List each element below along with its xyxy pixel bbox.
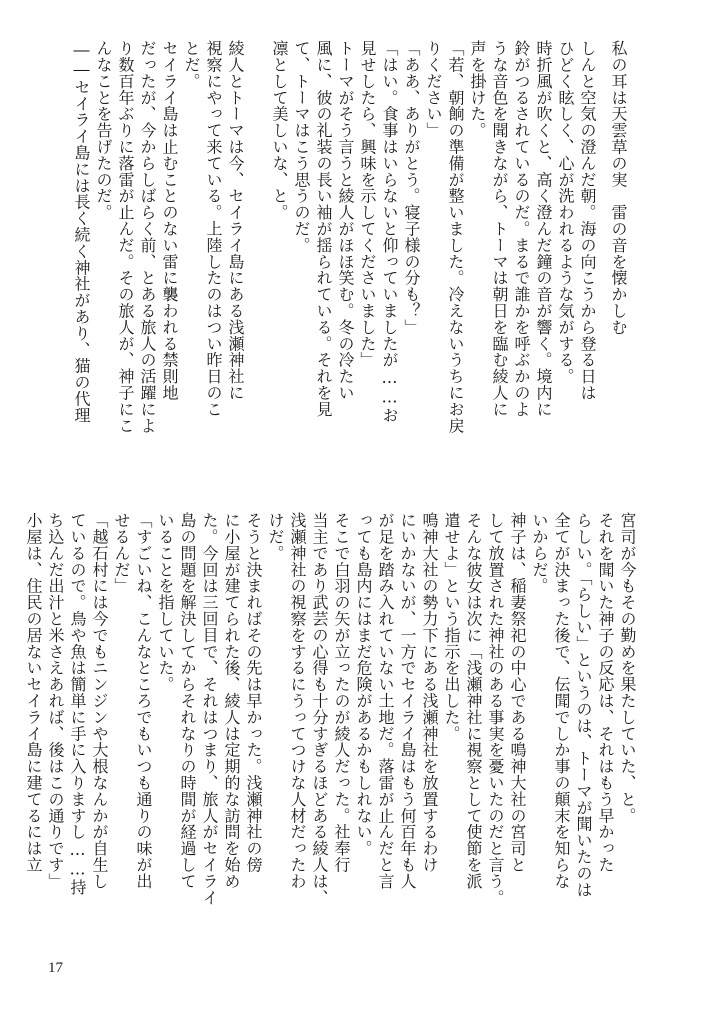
text-line: っても島内にはまだ危険があるかもしれない。 [354,512,373,857]
lower-text-block [22,512,638,952]
text-line: ひどく眩しく、心が洗われるような気がする。 [556,40,575,385]
text-line: 「越石村には今でもニンジンや大根なんかが自生し [90,512,109,890]
text-line: トーマがそう言うと綾人がほほ笑む。冬の冷たい [336,40,355,401]
text-line: けだ。 [266,512,285,562]
text-line: しんと空気の澄んだ朝。海の向こうから登る日は [578,40,597,401]
text-line: 遣せよ」という指示を出した。 [442,512,461,742]
text-line: せるんだ」 [112,512,131,594]
text-line: 「はい。食事はいらないと仰っていましたが……お [380,40,399,424]
text-line: ち込んだ出汁と米さえあれば、後はこの通りです」 [46,512,65,890]
text-line: が足を踏み入れていない土地だ。落雷が止んだと言 [376,512,395,890]
text-line: 見せしたら、興味を示してくださいました」 [358,40,377,368]
text-line: 凛として美しいな、と。 [270,40,289,221]
chapter-title: 私の耳は天雲草の実 雷の音を懐かしむ [609,40,628,336]
text-line: んなことを告げたのだ。 [94,40,113,221]
text-line: 「ああ、ありがとう。寝子様の分も？」 [402,40,421,336]
text-line: 声を掛けた。 [468,40,487,139]
text-line: にいかないが、一方でセイライ島はもう何百年も人 [398,512,417,890]
text-line: 鳴神大社の勢力下にある浅瀬神社を放置するわけ [420,512,439,873]
text-line: 視察にやって来ている。上陸したのはつい昨日のこ [204,40,223,418]
text-line: いることを指していた。 [156,512,175,693]
text-line: 当主であり武芸の心得も十分すぎるほどある綾人は、 [310,512,329,906]
text-line: 浅瀬神社の視察をするにうってつけな人材だったわ [288,512,307,890]
text-line: そうと決まればその先は早かった。浅瀬神社の傍 [244,512,263,873]
text-line: 宮司が今もその勤めを果たしていた、と。 [618,512,637,824]
text-line: 「若、朝餉の準備が整いました。冷えないうちにお戻 [446,40,465,434]
text-line: て、トーマはこう思うのだ。 [292,40,311,254]
text-line [246,40,268,480]
text-line: そんな彼女は次に「浅瀬神社に視察として使節を派 [464,512,483,890]
text-line: り数百年ぶりに落雷が止んだ。その旅人が、神子にこ [116,40,135,434]
text-line: 全てが決まった後で、伝聞でしか事の顛末を知らな [552,512,571,890]
text-line: それを聞いた神子の反応は、それはもう早かった [596,512,615,873]
text-line: 「すごいね、こんなところでもいつも通りの味が出 [134,512,153,890]
text-line: だったが、今からしばらく前、とある旅人の活躍によ [138,40,157,434]
upper-text-block [70,40,598,480]
text-line: うな音色を聞きながら、トーマは朝日を臨む綾人に [490,40,509,418]
text-line: 島の問題を解決してからそれなりの時間が経過して [178,512,197,890]
text-line: 鈴がつるされているのだ。まるで誰かを呼ぶかのよ [512,40,531,418]
text-line: して放置された神社のある事実を憂いたのだと言う。 [486,512,505,906]
text-line: セイライ島は止むことのない雷に襲われる禁則地 [160,40,179,401]
text-line: ――セイライ島には長く続く神社があり、猫の代理 [72,40,91,424]
text-line: 風に、彼の礼装の長い袖が揺られている。それを見 [314,40,333,418]
text-line: に小屋が建てられた後、綾人は定期的な訪問を始め [222,512,241,890]
text-line: 綾人とトーマは今、セイライ島にある浅瀬神社に [226,40,245,401]
text-line: ているので。鳥や魚は簡単に手に入りますし……持 [68,512,87,896]
text-line: そこで白羽の矢が立ったのが綾人だった。社奉行 [332,512,351,873]
text-line: 時折風が吹くと、高く澄んだ鐘の音が響く。境内に [534,40,553,418]
text-line: いからだ。 [530,512,549,594]
text-line: らしい。「らしい」というのは、トーマが聞いたのは [574,512,593,898]
text-line: りください」 [424,40,443,139]
page-number: 17 [48,960,63,976]
text-line: 神子は、稲妻祭祀の中心である鳴神大社の宮司と [508,512,527,873]
text-line: た。今回は三回目で、それはつまり、旅人がセイライ [200,512,219,906]
text-line: 小屋は、住民の居ないセイライ島に建てるには立 [24,512,43,873]
text-line: とだ。 [182,40,201,90]
